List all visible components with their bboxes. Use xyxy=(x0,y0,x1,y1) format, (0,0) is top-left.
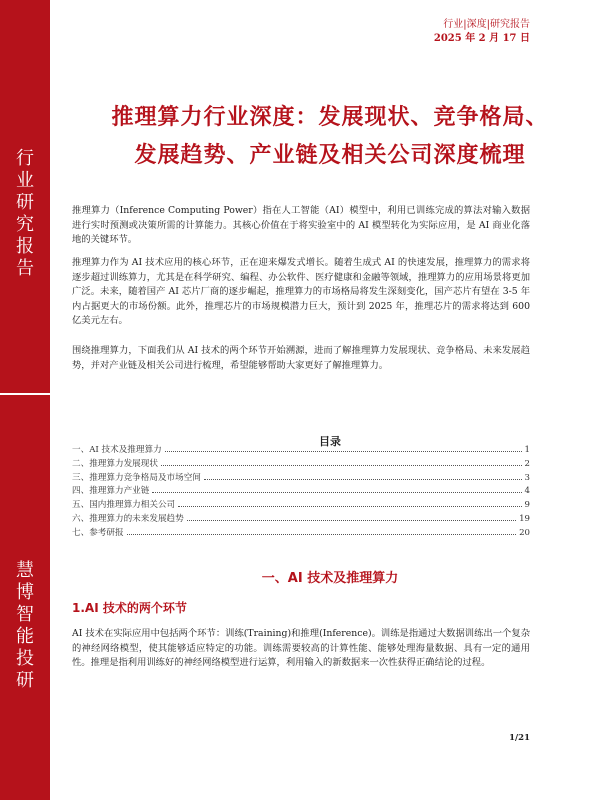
toc-item-label: 五、国内推理算力相关公司 xyxy=(72,500,176,511)
toc-item[interactable] xyxy=(72,526,530,540)
toc-item[interactable] xyxy=(72,498,530,512)
report-header xyxy=(434,18,530,46)
toc-item-label: 三、推理算力竞争格局及市场空间 xyxy=(72,472,201,483)
toc-leader-dots xyxy=(178,506,521,507)
intro-paragraph-1: 推理算力（Inference Computing Power）指在人工智能（AI）模型中，利用已训练完成的算法对输入数据进行实时预测或决策所需的计算能力。其核心价值在于将实验室中的 AI 模型转化为实际应用，是 AI 商业化落地的关键环节。 xyxy=(72,205,530,245)
toc-leader-dots xyxy=(187,520,516,521)
toc-item[interactable] xyxy=(72,457,530,471)
toc-item-page: 2 xyxy=(524,458,530,469)
toc-item[interactable] xyxy=(72,443,530,457)
report-date: 2025 年 2 月 17 日 xyxy=(433,33,530,44)
sidebar-top-label: 行业研究报告 xyxy=(16,148,34,279)
toc-leader-dots xyxy=(127,534,516,535)
toc-item-page: 9 xyxy=(524,500,530,511)
toc-item-label: 六、推理算力的未来发展趋势 xyxy=(72,513,184,524)
toc-leader-dots xyxy=(161,465,522,466)
toc-item-label: 七、参考研报 xyxy=(72,527,124,538)
section-paragraph: AI 技术在实际应用中包括两个环节：训练(Training)和推理(Inference)。训练是指通过大数据训练出一个复杂的神经网络模型，使其能够适应特定的功能。训练需要较高的计算性能、能够处理海量数据、具有一定的通用性。推理是指利用训练好的神经网络模型进行运算，利用输入的新数据来一次性获得正确结论的过程。 xyxy=(72,628,530,668)
toc-title: 目录 xyxy=(319,435,341,448)
sidebar-band xyxy=(0,0,50,800)
toc-item-label: 二、推理算力发展现状 xyxy=(72,458,158,469)
sidebar-bottom-label: 慧博智能投研 xyxy=(16,560,34,691)
report-tag: 行业|深度|研究报告 xyxy=(443,19,530,30)
toc-item[interactable] xyxy=(72,484,530,498)
report-title xyxy=(60,98,600,174)
toc-item-label: 四、推理算力产业链 xyxy=(72,486,150,497)
toc-item-page: 3 xyxy=(524,472,530,483)
toc-item[interactable] xyxy=(72,471,530,485)
toc-item-page: 19 xyxy=(519,513,530,524)
title-line-2: 发展趋势、产业链及相关公司深度梳理 xyxy=(134,142,526,168)
toc-leader-dots xyxy=(165,451,522,452)
toc-item-label: 一、AI 技术及推理算力 xyxy=(72,445,162,455)
toc-item-page: 1 xyxy=(524,445,530,455)
subsection-heading: 1.AI 技术的两个环节 xyxy=(72,601,187,615)
section-heading: 一、AI 技术及推理算力 xyxy=(261,571,399,586)
toc-item-page: 4 xyxy=(524,486,530,497)
page-number: 1/21 xyxy=(509,733,530,743)
intro-paragraph-3: 围绕推理算力，下面我们从 AI 技术的两个环节开始溯源，进而了解推理算力发展现状、竞争格局、未来发展趋势，并对产业链及相关公司进行梳理，希望能够帮助大家更好了解推理算力。 xyxy=(72,345,530,371)
toc-item[interactable] xyxy=(72,512,530,526)
toc-item-page: 20 xyxy=(519,527,530,538)
sidebar-divider xyxy=(0,393,50,395)
toc-leader-dots xyxy=(152,492,521,493)
toc-leader-dots xyxy=(204,479,522,480)
table-of-contents xyxy=(72,443,530,540)
title-line-1: 推理算力行业深度：发展现状、竞争格局、 xyxy=(111,104,549,130)
intro-paragraph-2: 推理算力作为 AI 技术应用的核心环节，正在迎来爆发式增长。随着生成式 AI 的快速发展，推理算力的需求将逐步超过训练算力，尤其是在科学研究、编程、办公软件、医疗健康和金融等领域，推理算力的应用场景将更加广泛。未来，随着国产 AI 芯片厂商的逐步崛起，推理算力的市场格局将发生深刻变化，国产芯片有望在 3-5 年内占据更大的市场份额。此外，推理芯片的市场规模潜力巨大，预计到 2025 年，推理芯片的需求将达到 600 亿美元左右。 xyxy=(72,257,530,326)
